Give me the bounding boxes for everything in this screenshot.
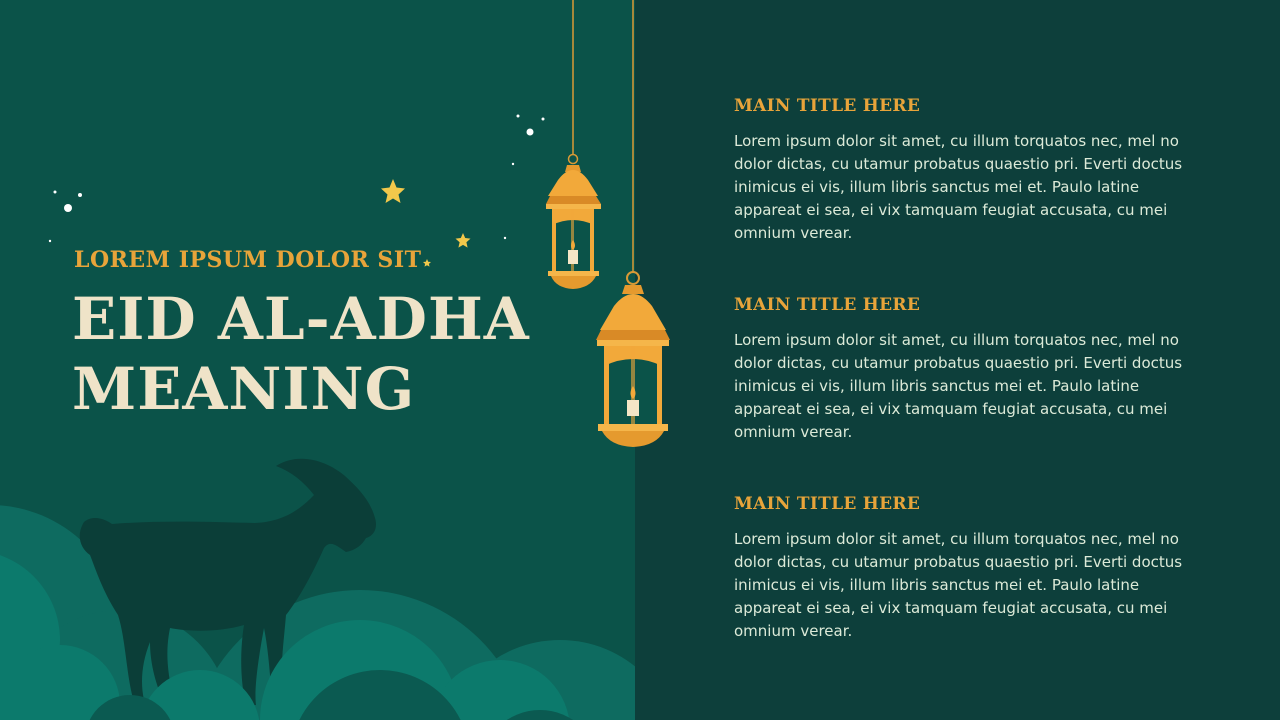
section-body: Lorem ipsum dolor sit amet, cu illum torquatos nec, mel no dolor dictas, cu utamur probatus quaestio pri. Everti doctus inimicus ei vis, illum libris sanctus mei et. Paulo latine appareat ei sea, ei vix tamquam feugiat accusata, cu mei omnium verear. <box>734 132 1183 242</box>
content-section-2 <box>734 295 1184 444</box>
section-body: Lorem ipsum dolor sit amet, cu illum torquatos nec, mel no dolor dictas, cu utamur probatus quaestio pri. Everti doctus inimicus ei vis, illum libris sanctus mei et. Paulo latine appareat ei sea, ei vix tamquam feugiat accusata, cu mei omnium verear. <box>734 530 1183 640</box>
slide-title <box>72 284 530 424</box>
section-heading: MAIN TITLE HERE <box>734 494 921 514</box>
section-body: Lorem ipsum dolor sit amet, cu illum torquatos nec, mel no dolor dictas, cu utamur probatus quaestio pri. Everti doctus inimicus ei vis, illum libris sanctus mei et. Paulo latine appareat ei sea, ei vix tamquam feugiat accusata, cu mei omnium verear. <box>734 331 1183 441</box>
content-section-3 <box>734 494 1184 643</box>
slide-subtitle: LOREM IPSUM DOLOR SIT <box>74 247 422 273</box>
content-section-1 <box>734 96 1184 245</box>
section-heading: MAIN TITLE HERE <box>734 96 921 116</box>
slide-title-line-2: MEANING <box>72 355 416 423</box>
section-heading: MAIN TITLE HERE <box>734 295 921 315</box>
slide-title-line-1: EID AL-ADHA <box>72 285 530 353</box>
